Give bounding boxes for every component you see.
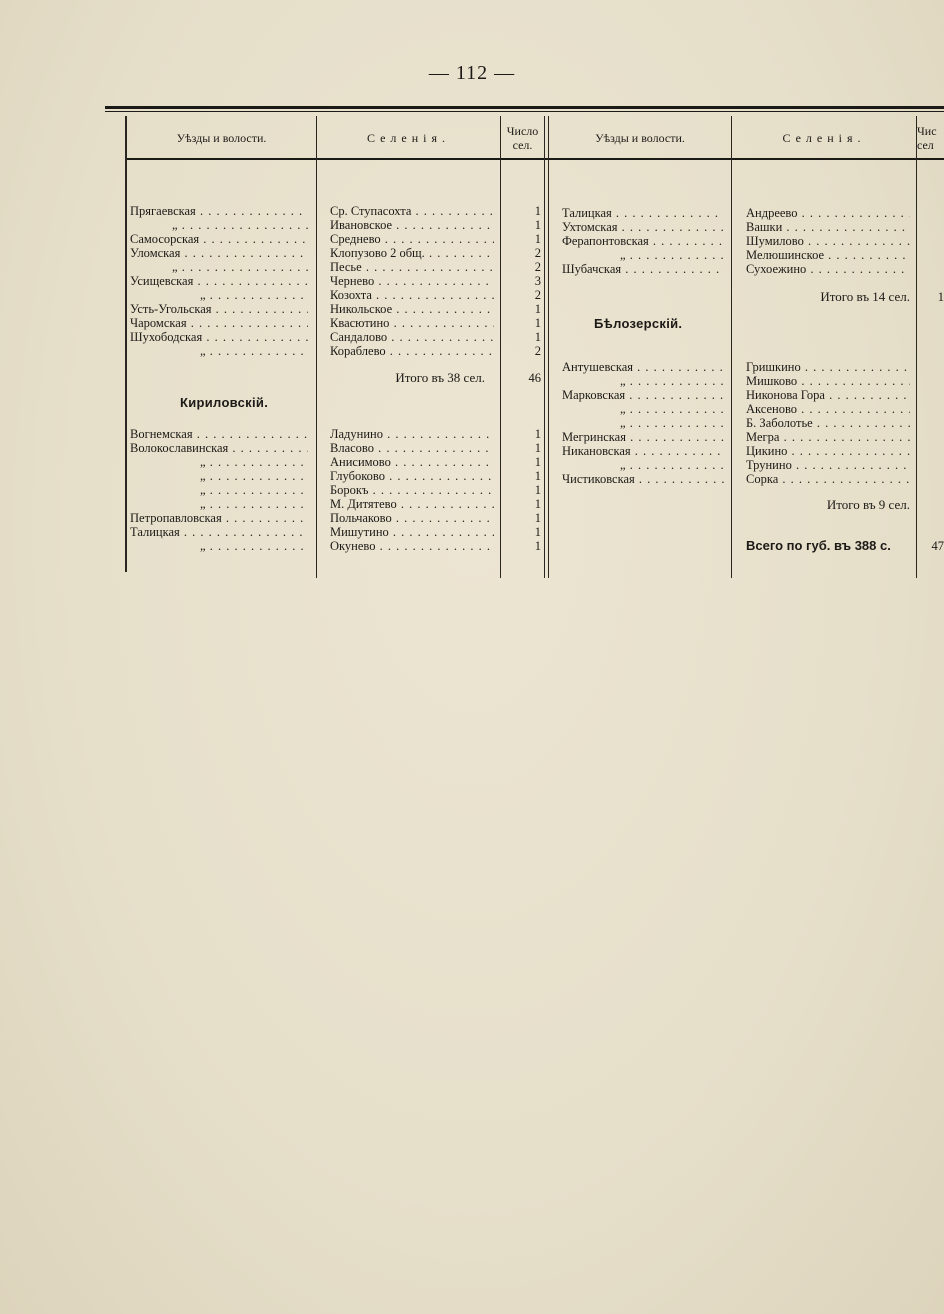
selo: Чернево . . . [330, 274, 494, 288]
header-selo-right: Селенія. [782, 131, 866, 145]
selo: Шумилово . . . [746, 234, 910, 248]
header-volost-left: Уѣзды и волости. [176, 131, 267, 145]
page-number: — 112 — [428, 62, 516, 84]
count: 1 [534, 204, 541, 218]
count: 1 [534, 525, 541, 539]
column-divider-double [544, 116, 545, 578]
volost: Прягаевская . . . [130, 204, 308, 218]
volost: „ . . . [200, 497, 308, 511]
selo: Кораблево . . . [330, 344, 494, 358]
grand-total-count: 47 [931, 539, 944, 553]
top-rule-thick [105, 106, 944, 109]
header-count-left [501, 120, 544, 156]
volost: Ухтомская . . . [562, 220, 724, 234]
count: 1 [534, 302, 541, 316]
header-selo-left: Селенія. [366, 131, 451, 145]
selo: Ивановское . . . [330, 218, 494, 232]
selo: Б. Заболотье . . . [746, 416, 910, 430]
volost: „ . . . [200, 469, 308, 483]
volost: „ . . . [620, 374, 724, 388]
selo: Сухоежино . . . [746, 262, 910, 276]
volost: Чистиковская . . . [562, 472, 724, 486]
volost: „ . . . [200, 288, 308, 302]
volost: „ . . . [200, 539, 308, 553]
count: 2 [534, 246, 541, 260]
selo: Мишутино . . . [330, 525, 494, 539]
selo: Мишково . . . [746, 374, 910, 388]
volost: Талицкая . . . [130, 525, 308, 539]
selo: Песье . . . [330, 260, 494, 274]
subtotal-label: Итого въ 38 сел. [395, 370, 485, 385]
selo: Никольское . . . [330, 302, 494, 316]
grand-total-label: Всего по губ. въ 388 с. [746, 538, 891, 553]
selo: Окунево . . . [330, 539, 494, 553]
count: 1 [534, 539, 541, 553]
count: 1 [534, 497, 541, 511]
selo: Борокъ . . . [330, 483, 494, 497]
count: 1 [534, 455, 541, 469]
count: 1 [534, 218, 541, 232]
volost: „ . . . [200, 483, 308, 497]
volost: Самосорская . . . [130, 232, 308, 246]
volost: „ . . . [200, 455, 308, 469]
section-beloozersk: Бѣлозерскій. [594, 316, 683, 331]
selo: М. Дитятево . . . [330, 497, 494, 511]
top-rule-thin [105, 111, 944, 112]
column-divider [500, 116, 501, 578]
selo: Анисимово . . . [330, 455, 494, 469]
volost: Усищевская . . . [130, 274, 308, 288]
selo: Мегра . . . [746, 430, 910, 444]
volost: Ферапонтовская . . . [562, 234, 724, 248]
selo: Польчаково . . . [330, 511, 494, 525]
selo: Власово . . . [330, 441, 494, 455]
volost: Вогнемская . . . [130, 427, 308, 441]
count: 1 [534, 469, 541, 483]
subtotal-label: Итого въ 14 сел. [820, 289, 910, 304]
volost: Марковская . . . [562, 388, 724, 402]
count: 2 [534, 288, 541, 302]
header-count-line2: сел. [512, 138, 533, 152]
selo: Аксеново . . . [746, 402, 910, 416]
selo: Козохта . . . [330, 288, 494, 302]
selo: Клопузово 2 общ. . . . [330, 246, 494, 260]
selo: Вашки . . . [746, 220, 910, 234]
count: 1 [534, 427, 541, 441]
selo: Трунино . . . [746, 458, 910, 472]
selo: Андреево . . . [746, 206, 910, 220]
column-divider [731, 116, 732, 578]
volost: „ . . . [172, 218, 308, 232]
header-count-line1: Чис [917, 124, 937, 138]
column-divider [316, 116, 317, 578]
volost: „ . . . [172, 260, 308, 274]
subtotal-count: 1 [937, 290, 944, 304]
count: 1 [534, 441, 541, 455]
selo: Квасютино . . . [330, 316, 494, 330]
selo: Цикино . . . [746, 444, 910, 458]
selo: Мелюшинское . . . [746, 248, 910, 262]
selo: Глубоково . . . [330, 469, 494, 483]
volost: Уломская . . . [130, 246, 308, 260]
header-rule [127, 158, 944, 160]
count: 1 [534, 316, 541, 330]
volost: Усть-Угольская . . . [130, 302, 308, 316]
count: 1 [534, 330, 541, 344]
volost: Никановская . . . [562, 444, 724, 458]
volost: Шубачская . . . [562, 262, 724, 276]
selo: Сорка . . . [746, 472, 910, 486]
table-left-border [125, 116, 127, 572]
count: 3 [534, 274, 541, 288]
volost: Антушевская . . . [562, 360, 724, 374]
header-volost-right: Уѣзды и волости. [595, 131, 685, 145]
volost: „ . . . [620, 248, 724, 262]
count: 2 [534, 344, 541, 358]
count: 2 [534, 260, 541, 274]
section-kirillov: Кириловскій. [180, 395, 269, 410]
volost: Мегринская . . . [562, 430, 724, 444]
header-count-line1: Число [506, 124, 539, 138]
volost: Петропавловская . . . [130, 511, 308, 525]
count: 1 [534, 511, 541, 525]
column-divider [916, 116, 917, 578]
selo: Гришкино . . . [746, 360, 910, 374]
volost: Волокославинская . . . [130, 441, 308, 455]
subtotal-label: Итого въ 9 сел. [826, 497, 910, 512]
volost: „ . . . [620, 416, 724, 430]
volost: Шухободская . . . [130, 330, 308, 344]
header-count-right [917, 120, 944, 156]
selo: Ладунино . . . [330, 427, 494, 441]
selo: Среднево . . . [330, 232, 494, 246]
selo: Сандалово . . . [330, 330, 494, 344]
volost: Чаромская . . . [130, 316, 308, 330]
volost: Талицкая . . . [562, 206, 724, 220]
count: 1 [534, 232, 541, 246]
subtotal-count: 46 [528, 371, 541, 385]
volost: „ . . . [620, 402, 724, 416]
volost: „ . . . [200, 344, 308, 358]
selo: Никонова Гора . . . [746, 388, 910, 402]
volost: „ . . . [620, 458, 724, 472]
column-divider-double [548, 116, 549, 578]
selo: Ср. Ступасохта . . . [330, 204, 494, 218]
header-count-line2: сел [917, 138, 934, 152]
count: 1 [534, 483, 541, 497]
